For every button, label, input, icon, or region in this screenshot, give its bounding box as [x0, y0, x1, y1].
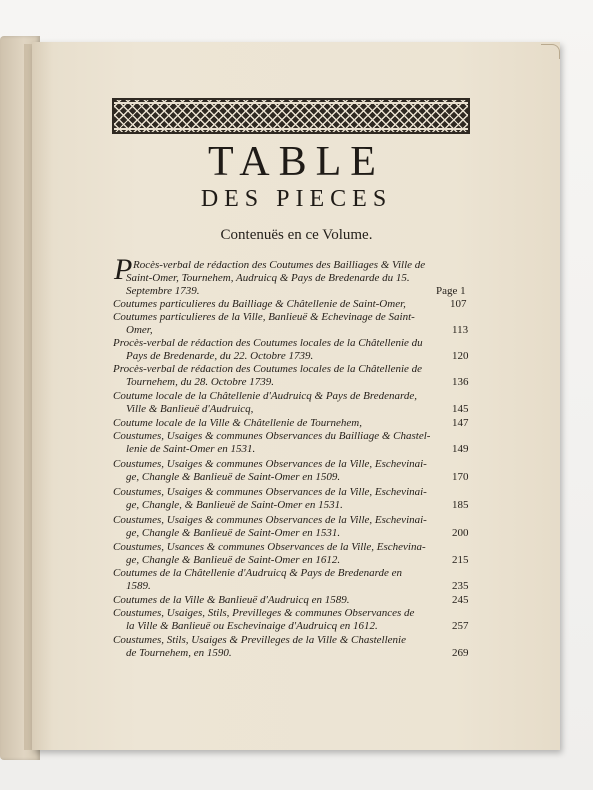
toc-entry-line: Omer,: [126, 324, 153, 336]
toc-entry-line: ge, Changle & Banlieuë de Saint-Omer en 1531.: [126, 527, 341, 539]
toc-entry-line: Tournehem, du 28. Octobre 1739.: [126, 376, 274, 388]
toc-page-number: 145: [452, 403, 469, 415]
toc-entry-line: Coutume locale de la Ville & Châtellenie de Tournehem,: [113, 417, 362, 429]
toc-entry-line: de Tournehem, en 1590.: [126, 647, 232, 659]
toc-entry-line: Coutumes particulieres de la Ville, Banlieuë & Echevinage de Saint-: [113, 311, 415, 323]
headpiece-ornament: [112, 98, 470, 134]
toc-page-number: 170: [452, 471, 469, 483]
toc-page-number: 107: [450, 298, 467, 310]
drop-cap-letter: P: [114, 253, 133, 286]
toc-entry-line: Coustumes, Usaiges, Stils, Previlleges & communes Observances de: [113, 607, 415, 619]
toc-entry-line: Ville & Banlieuë d'Audruicq,: [126, 403, 254, 415]
toc-entry-line: Procès-verbal de rédaction des Coutumes locales de la Châtellenie de: [113, 363, 423, 375]
toc-entry-line: Pays de Bredenarde, du 22. Octobre 1739.: [126, 350, 314, 362]
toc-entry-line: Coustumes, Usaiges & communes Observances de la Ville, Eschevinai-: [113, 458, 427, 470]
toc-entry-line: Coutumes particulieres du Bailliage & Châtellenie de Saint-Omer,: [113, 298, 406, 310]
toc-entry-line: ge, Changle & Banlieuë de Saint-Omer en 1509.: [126, 471, 341, 483]
toc-page-number: 269: [452, 647, 469, 659]
toc-page-number: 235: [452, 580, 469, 592]
toc-entry-line: Rocès-verbal de rédaction des Coutumes des Bailliages & Ville de: [133, 259, 426, 271]
toc-entry-line: Coustumes, Stils, Usaiges & Previlleges de la Ville & Chastellenie: [113, 634, 406, 646]
page-title: TABLE: [208, 139, 385, 185]
toc-page-number: 120: [452, 350, 469, 362]
toc-entry-line: lenie de Saint-Omer en 1531.: [126, 443, 256, 455]
toc-page-number: 147: [452, 417, 469, 429]
page-subtitle-heading: DES PIECES: [200, 186, 393, 212]
toc-entry-line: Coustumes, Usaiges & communes Observances de la Ville, Eschevinai-: [113, 514, 427, 526]
toc-entry-line: Coustumes, Usances & communes Observances de la Ville, Eschevina-: [113, 541, 426, 553]
toc-entry-line: Coutume locale de la Châtellenie d'Audruicq & Pays de Bredenarde,: [113, 390, 417, 402]
toc-page-number: 257: [452, 620, 469, 632]
toc-entry-line: Coustumes, Usaiges & communes Observances du Bailliage & Chastel-: [113, 430, 431, 442]
toc-entry-line: 1589.: [126, 580, 151, 592]
toc-entry-line: ge, Changle & Banlieuë de Saint-Omer en 1612.: [126, 554, 341, 566]
toc-entry-line: Saint-Omer, Tournehem, Audruicq & Pays de Bredenarde du 15.: [126, 272, 410, 284]
toc-entry-line: Procès-verbal de rédaction des Coutumes locales de la Châtellenie du: [113, 337, 423, 349]
toc-page-number: 136: [452, 376, 469, 388]
toc-entry-line: Coutumes de la Ville & Banlieuë d'Audruicq en 1589.: [113, 594, 350, 606]
toc-page-number: 200: [452, 527, 469, 539]
toc-page-number: 215: [452, 554, 469, 566]
toc-entry-line: ge, Changle, & Banlieuë de Saint-Omer en 1531.: [126, 499, 343, 511]
toc-page-number: 113: [452, 324, 469, 336]
toc-entry-line: Septembre 1739.: [126, 285, 200, 297]
toc-entry-line: la Ville & Banlieuë ou Eschevinaige d'Audruicq en 1612.: [126, 620, 378, 632]
toc-page-number: 149: [452, 443, 469, 455]
toc-entry-line: Coustumes, Usaiges & communes Observances de la Ville, Eschevinai-: [113, 486, 427, 498]
contents-caption: Contenuës en ce Volume.: [220, 227, 373, 243]
toc-entry-line: Coutumes de la Châtellenie d'Audruicq & Pays de Bredenarde en: [113, 567, 403, 579]
toc-page-number: 245: [452, 594, 469, 606]
toc-page-number: 185: [452, 499, 469, 511]
page-corner-fold: [541, 44, 560, 59]
toc-page-number: Page 1: [436, 285, 466, 297]
